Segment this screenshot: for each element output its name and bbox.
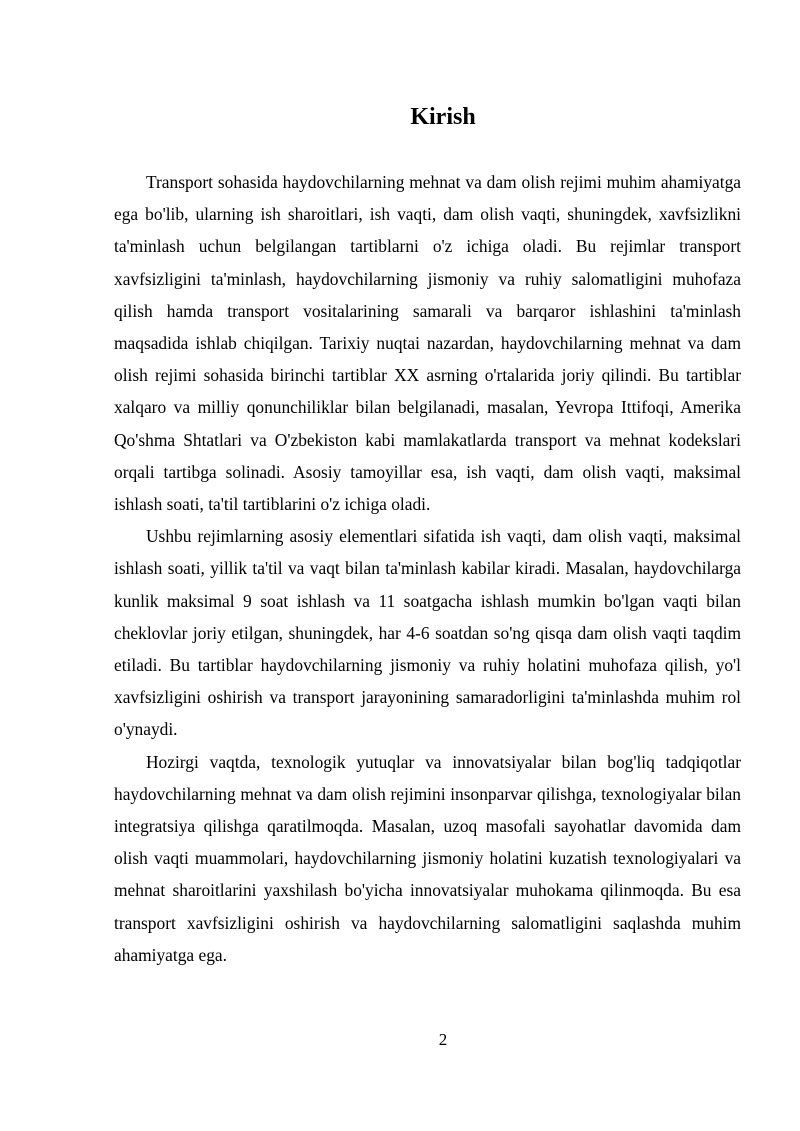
paragraph-3: Hozirgi vaqtda, texnologik yutuqlar va innovatsiyalar bilan bog'liq tadqiqotlar haydovchilarning mehnat va dam olish rejimini insonparvar qilishga, texnologiyalar bilan integratsiya qilishga qaratilmoqda. Masalan, uzoq masofali sayohatlar davomida dam olish vaqti muammolari, haydovchilarning jismoniy holatini kuzatish texnologiyalari va mehnat sharoitlarini yaxshilash bo'yicha innovatsiyalar muhokama qilinmoqda. Bu esa transport xavfsizligini oshirish va haydovchilarning salomatligini saqlashda muhim ahamiyatga ega. bbox=[114, 751, 741, 965]
paragraph-1: Transport sohasida haydovchilarning mehnat va dam olish rejimi muhim ahamiyatga ega bo'lib, ularning ish sharoitlari, ish vaqti, dam olish vaqti, shuningdek, xavfsizlikni ta'minlash uchun belgilangan tartiblarni o'z ichiga oladi. Bu rejimlar transport xavfsizligini ta'minlash, haydovchilarning jismoniy va ruhiy salomatligini muhofaza qilish hamda transport vositalarining samarali va barqaror ishlashini ta'minlash maqsadida ishlab chiqilgan. Tarixiy nuqtai nazardan, haydovchilarning mehnat va dam olish rejimi sohasida birinchi tartiblar XX asrning o'rtalarida joriy qilindi. Bu tartiblar xalqaro va milliy qonunchiliklar bilan belgilanadi, masalan, Yevropa Ittifoqi, Amerika Qo'shma Shtatlari va O'zbekiston kabi mamlakatlarda transport va mehnat kodekslari orqali tartibga solinadi. Asosiy tamoyillar esa, ish vaqti, dam olish vaqti, maksimal ishlash soati, ta'til tartiblarini o'z ichiga oladi. bbox=[114, 172, 741, 515]
paragraph-2: Ushbu rejimlarning asosiy elementlari sifatida ish vaqti, dam olish vaqti, maksimal ishlash soati, yillik ta'til va vaqt bilan ta'minlash kabilar kiradi. Masalan, haydovchilarga kunlik maksimal 9 soat ishlash va 11 soatgacha ishlash mumkin bo'lgan vaqti bilan cheklovlar joriy etilgan, shuningdek, har 4-6 soatdan so'ng qisqa dam olish vaqti taqdim etiladi. Bu tartiblar haydovchilarning jismoniy va ruhiy holatini muhofaza qilish, yo'l xavfsizligini oshirish va transport jarayonining samaradorligini ta'minlashda muhim rol o'ynaydi. bbox=[114, 526, 741, 740]
page-title: Kirish bbox=[410, 104, 476, 130]
page-number: 2 bbox=[438, 1030, 448, 1049]
body-text bbox=[114, 166, 741, 971]
